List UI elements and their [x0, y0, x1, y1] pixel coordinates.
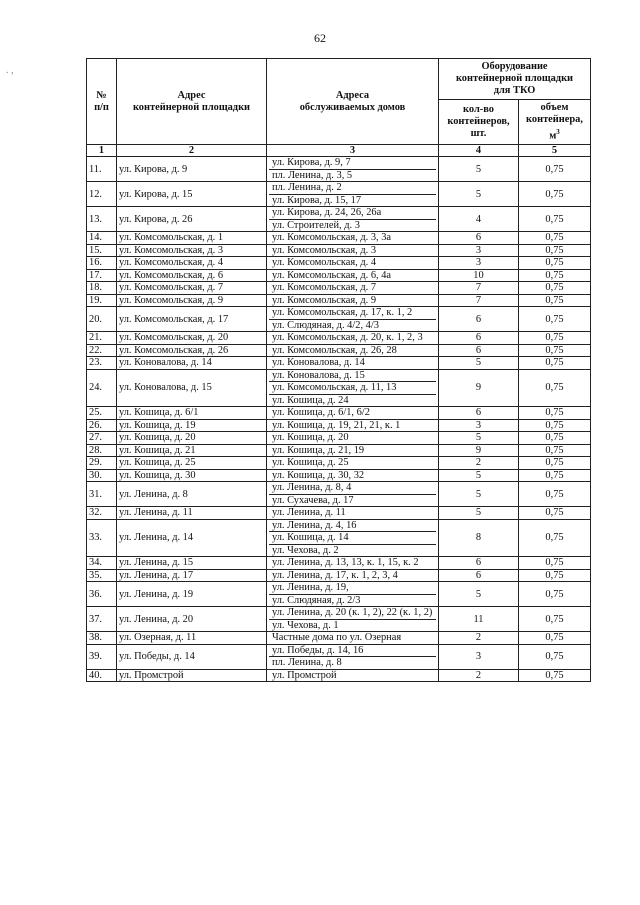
table-row: [87, 557, 591, 570]
header-served-homes: Адреса обслуживаемых домов: [267, 59, 439, 145]
container-count: 9: [439, 369, 519, 407]
served-homes: [267, 407, 439, 420]
column-number-row: [87, 145, 591, 157]
site-address: ул. Кошица, д. 30: [117, 469, 267, 482]
row-number: 12.: [87, 182, 117, 207]
container-count: 6: [439, 307, 519, 332]
served-homes: [267, 257, 439, 270]
table-row: [87, 232, 591, 245]
page-number: 62: [314, 31, 326, 45]
header-container-volume-label: объем контейнера, м: [526, 101, 583, 142]
served-home-address: ул. Чехова, д. 2: [269, 544, 436, 557]
container-volume: 0,75: [519, 582, 591, 607]
site-address: ул. Озерная, д. 11: [117, 632, 267, 645]
container-count: 2: [439, 457, 519, 470]
header-site-address: Адрес контейнерной площадки: [117, 59, 267, 145]
container-sites-table: [86, 58, 591, 682]
table-row: [87, 294, 591, 307]
served-home-address: пл. Ленина, д. 2: [272, 182, 342, 193]
row-number: 31.: [87, 482, 117, 507]
served-homes: [267, 157, 439, 182]
row-number: 38.: [87, 632, 117, 645]
container-count: 6: [439, 569, 519, 582]
container-count: 5: [439, 432, 519, 445]
served-homes: [267, 482, 439, 507]
table-row: [87, 344, 591, 357]
served-homes: [267, 632, 439, 645]
table-row: [87, 369, 591, 407]
site-address: ул. Ленина, д. 8: [117, 482, 267, 507]
row-number: 19.: [87, 294, 117, 307]
site-address: ул. Кошица, д. 25: [117, 457, 267, 470]
container-volume: 0,75: [519, 282, 591, 295]
served-homes: [267, 557, 439, 570]
container-volume: 0,75: [519, 457, 591, 470]
margin-marks: . ,: [6, 65, 14, 76]
table-row: [87, 182, 591, 207]
row-number: 32.: [87, 507, 117, 520]
row-number: 40.: [87, 669, 117, 682]
served-homes: [267, 344, 439, 357]
container-volume: 0,75: [519, 307, 591, 332]
table-row: [87, 419, 591, 432]
row-number: 15.: [87, 244, 117, 257]
served-home-address: ул. Коновалова, д. 15: [272, 369, 365, 381]
container-volume: 0,75: [519, 357, 591, 370]
table-row: [87, 444, 591, 457]
served-homes: [267, 419, 439, 432]
row-number: 34.: [87, 557, 117, 570]
column-number: 3: [267, 145, 439, 157]
served-homes: [267, 582, 439, 607]
table-row: [87, 519, 591, 557]
served-home-address: ул. Кошица, д. 21, 19: [272, 444, 365, 456]
served-home-address: ул. Кирова, д. 9, 7: [272, 157, 351, 168]
row-number: 21.: [87, 332, 117, 345]
container-count: 10: [439, 269, 519, 282]
served-homes: [267, 182, 439, 207]
row-number: 37.: [87, 607, 117, 632]
table-row: [87, 569, 591, 582]
served-home-address: ул. Комсомольская, д. 17, к. 1, 2: [272, 307, 413, 318]
container-count: 5: [439, 357, 519, 370]
container-volume: 0,75: [519, 257, 591, 270]
row-number: 28.: [87, 444, 117, 457]
row-number: 33.: [87, 519, 117, 557]
container-volume: 0,75: [519, 207, 591, 232]
served-home-address: ул. Ленина, д. 13, 13, к. 1, 15, к. 2: [272, 557, 419, 568]
container-volume: 0,75: [519, 369, 591, 407]
served-homes: [267, 207, 439, 232]
served-home-address: ул. Комсомольская, д. 11, 13: [269, 381, 436, 394]
table-row: [87, 457, 591, 470]
served-home-address: ул. Кошица, д. 30, 32: [272, 469, 365, 481]
served-home-address: ул. Ленина, д. 19,: [272, 582, 349, 593]
table-row: [87, 157, 591, 182]
row-number: 27.: [87, 432, 117, 445]
container-volume: 0,75: [519, 557, 591, 570]
table-row: [87, 244, 591, 257]
row-number: 20.: [87, 307, 117, 332]
table-row: [87, 332, 591, 345]
container-count: 3: [439, 644, 519, 669]
table-row: [87, 482, 591, 507]
container-volume: 0,75: [519, 644, 591, 669]
row-number: 36.: [87, 582, 117, 607]
row-number: 26.: [87, 419, 117, 432]
container-count: 5: [439, 157, 519, 182]
served-homes: [267, 357, 439, 370]
container-volume: 0,75: [519, 607, 591, 632]
site-address: ул. Комсомольская, д. 7: [117, 282, 267, 295]
table-row: [87, 644, 591, 669]
served-home-address: ул. Кошица, д. 24: [269, 394, 436, 407]
served-home-address: ул. Кошица, д. 14: [269, 531, 436, 544]
container-count: 6: [439, 344, 519, 357]
site-address: ул. Коновалова, д. 15: [117, 369, 267, 407]
site-address: ул. Кошица, д. 19: [117, 419, 267, 432]
table-row: [87, 282, 591, 295]
served-home-address: ул. Строителей, д. 3: [269, 219, 436, 232]
site-address: ул. Промстрой: [117, 669, 267, 682]
container-count: 6: [439, 232, 519, 245]
table-row: [87, 407, 591, 420]
table-row: [87, 469, 591, 482]
site-address: ул. Комсомольская, д. 3: [117, 244, 267, 257]
served-homes: [267, 607, 439, 632]
container-volume: 0,75: [519, 269, 591, 282]
served-home-address: ул. Промстрой: [272, 669, 337, 681]
served-homes: [267, 432, 439, 445]
served-home-address: ул. Комсомольская, д. 26, 28: [272, 344, 397, 356]
served-homes: [267, 469, 439, 482]
row-number: 23.: [87, 357, 117, 370]
row-number: 35.: [87, 569, 117, 582]
site-address: ул. Кошица, д. 20: [117, 432, 267, 445]
served-homes: [267, 569, 439, 582]
container-count: 2: [439, 632, 519, 645]
table-body: [87, 157, 591, 682]
container-volume: 0,75: [519, 632, 591, 645]
site-address: ул. Кирова, д. 15: [117, 182, 267, 207]
container-volume: 0,75: [519, 432, 591, 445]
container-count: 6: [439, 407, 519, 420]
site-address: ул. Ленина, д. 19: [117, 582, 267, 607]
container-count: 5: [439, 469, 519, 482]
site-address: ул. Кошица, д. 21: [117, 444, 267, 457]
site-address: ул. Ленина, д. 17: [117, 569, 267, 582]
site-address: ул. Комсомольская, д. 20: [117, 332, 267, 345]
site-address: ул. Комсомольская, д. 6: [117, 269, 267, 282]
served-home-address: ул. Ленина, д. 11: [272, 507, 346, 518]
served-home-address: ул. Сухачева, д. 17: [269, 494, 436, 507]
served-home-address: ул. Комсомольская, д. 20, к. 1, 2, 3: [272, 332, 423, 343]
container-volume: 0,75: [519, 294, 591, 307]
site-address: ул. Ленина, д. 20: [117, 607, 267, 632]
served-homes: [267, 294, 439, 307]
container-count: 5: [439, 507, 519, 520]
container-volume: 0,75: [519, 232, 591, 245]
row-number: 29.: [87, 457, 117, 470]
container-count: 9: [439, 444, 519, 457]
row-number: 30.: [87, 469, 117, 482]
served-homes: [267, 669, 439, 682]
served-home-address: ул. Кирова, д. 15, 17: [269, 194, 436, 207]
row-number: 11.: [87, 157, 117, 182]
table-row: [87, 432, 591, 445]
column-number: 1: [87, 145, 117, 157]
table-row: [87, 607, 591, 632]
served-home-address: ул. Комсомольская, д. 7: [272, 282, 377, 293]
row-number: 24.: [87, 369, 117, 407]
row-number: 17.: [87, 269, 117, 282]
served-home-address: пл. Ленина, д. 3, 5: [269, 169, 436, 182]
container-volume: 0,75: [519, 244, 591, 257]
row-number: 16.: [87, 257, 117, 270]
row-number: 22.: [87, 344, 117, 357]
served-home-address: ул. Комсомольская, д. 4: [272, 257, 377, 268]
site-address: ул. Кирова, д. 9: [117, 157, 267, 182]
table-row: [87, 207, 591, 232]
container-volume: 0,75: [519, 482, 591, 507]
container-count: 11: [439, 607, 519, 632]
served-home-address: ул. Слюдяная, д. 2/3: [269, 594, 436, 607]
site-address: ул. Победы, д. 14: [117, 644, 267, 669]
served-home-address: ул. Ленина, д. 8, 4: [272, 482, 352, 493]
column-number: 5: [519, 145, 591, 157]
site-address: ул. Ленина, д. 11: [117, 507, 267, 520]
row-number: 18.: [87, 282, 117, 295]
served-home-address: ул. Коновалова, д. 14: [272, 357, 365, 368]
container-volume: 0,75: [519, 519, 591, 557]
container-volume: 0,75: [519, 182, 591, 207]
table-row: [87, 269, 591, 282]
served-home-address: ул. Ленина, д. 4, 16: [272, 519, 357, 531]
served-home-address: ул. Чехова, д. 1: [269, 619, 436, 632]
served-homes: [267, 644, 439, 669]
container-count: 2: [439, 669, 519, 682]
served-home-address: пл. Ленина, д. 8: [269, 656, 436, 669]
container-count: 8: [439, 519, 519, 557]
served-home-address: ул. Кошица, д. 20: [272, 432, 349, 443]
served-homes: [267, 507, 439, 520]
table-row: [87, 632, 591, 645]
column-number: 4: [439, 145, 519, 157]
table-row: [87, 507, 591, 520]
site-address: ул. Коновалова, д. 14: [117, 357, 267, 370]
container-volume: 0,75: [519, 669, 591, 682]
served-home-address: ул. Комсомольская, д. 3: [272, 244, 377, 256]
table-row: [87, 669, 591, 682]
container-volume: 0,75: [519, 419, 591, 432]
header-equipment: Оборудование контейнерной площадки для ТКО: [439, 59, 591, 100]
header-num: № п/п: [87, 59, 117, 145]
container-volume: 0,75: [519, 444, 591, 457]
container-count: 5: [439, 482, 519, 507]
container-volume: 0,75: [519, 344, 591, 357]
container-volume: 0,75: [519, 332, 591, 345]
container-count: 6: [439, 332, 519, 345]
served-home-address: ул. Победы, д. 14, 16: [272, 644, 364, 656]
served-home-address: ул. Комсомольская, д. 9: [272, 294, 377, 306]
container-count: 3: [439, 257, 519, 270]
served-homes: [267, 307, 439, 332]
served-homes: [267, 244, 439, 257]
column-number: 2: [117, 145, 267, 157]
table-row: [87, 357, 591, 370]
site-address: ул. Комсомольская, д. 4: [117, 257, 267, 270]
served-home-address: ул. Ленина, д. 17, к. 1, 2, 3, 4: [272, 569, 398, 581]
served-homes: [267, 444, 439, 457]
container-volume: 0,75: [519, 507, 591, 520]
header-container-count: кол-во контейнеров, шт.: [439, 100, 519, 145]
site-address: ул. Комсомольская, д. 1: [117, 232, 267, 245]
container-count: 5: [439, 582, 519, 607]
container-volume: 0,75: [519, 407, 591, 420]
container-count: 5: [439, 182, 519, 207]
served-home-address: ул. Ленина, д. 20 (к. 1, 2), 22 (к. 1, 2): [272, 607, 433, 618]
served-homes: [267, 269, 439, 282]
container-volume: 0,75: [519, 157, 591, 182]
served-homes: [267, 457, 439, 470]
container-count: 4: [439, 207, 519, 232]
row-number: 13.: [87, 207, 117, 232]
served-home-address: ул. Слюдяная, д. 4/2, 4/3: [269, 319, 436, 332]
served-homes: [267, 519, 439, 557]
site-address: ул. Кирова, д. 26: [117, 207, 267, 232]
container-count: 7: [439, 282, 519, 295]
served-homes: [267, 232, 439, 245]
container-count: 6: [439, 557, 519, 570]
container-volume: 0,75: [519, 469, 591, 482]
row-number: 39.: [87, 644, 117, 669]
site-address: ул. Комсомольская, д. 17: [117, 307, 267, 332]
served-homes: [267, 369, 439, 407]
served-home-address: ул. Кошица, д. 25: [272, 457, 349, 468]
header-volume-superscript: 3: [556, 127, 560, 136]
table-row: [87, 307, 591, 332]
row-number: 14.: [87, 232, 117, 245]
container-volume: 0,75: [519, 569, 591, 582]
row-number: 25.: [87, 407, 117, 420]
served-home-address: ул. Комсомольская, д. 6, 4а: [272, 269, 392, 281]
container-count: 3: [439, 419, 519, 432]
site-address: ул. Кошица, д. 6/1: [117, 407, 267, 420]
site-address: ул. Ленина, д. 15: [117, 557, 267, 570]
container-count: 3: [439, 244, 519, 257]
table-row: [87, 582, 591, 607]
table-row: [87, 257, 591, 270]
header-container-volume: [519, 100, 591, 145]
site-address: ул. Ленина, д. 14: [117, 519, 267, 557]
served-home-address: ул. Кошица, д. 19, 21, 21, к. 1: [272, 419, 401, 431]
served-home-address: ул. Комсомольская, д. 3, 3а: [272, 232, 392, 243]
served-home-address: Частные дома по ул. Озерная: [272, 632, 402, 643]
served-home-address: ул. Кошица, д. 6/1, 6/2: [272, 407, 370, 418]
container-count: 7: [439, 294, 519, 307]
site-address: ул. Комсомольская, д. 9: [117, 294, 267, 307]
served-home-address: ул. Кирова, д. 24, 26, 26а: [272, 207, 382, 218]
site-address: ул. Комсомольская, д. 26: [117, 344, 267, 357]
served-homes: [267, 332, 439, 345]
served-homes: [267, 282, 439, 295]
